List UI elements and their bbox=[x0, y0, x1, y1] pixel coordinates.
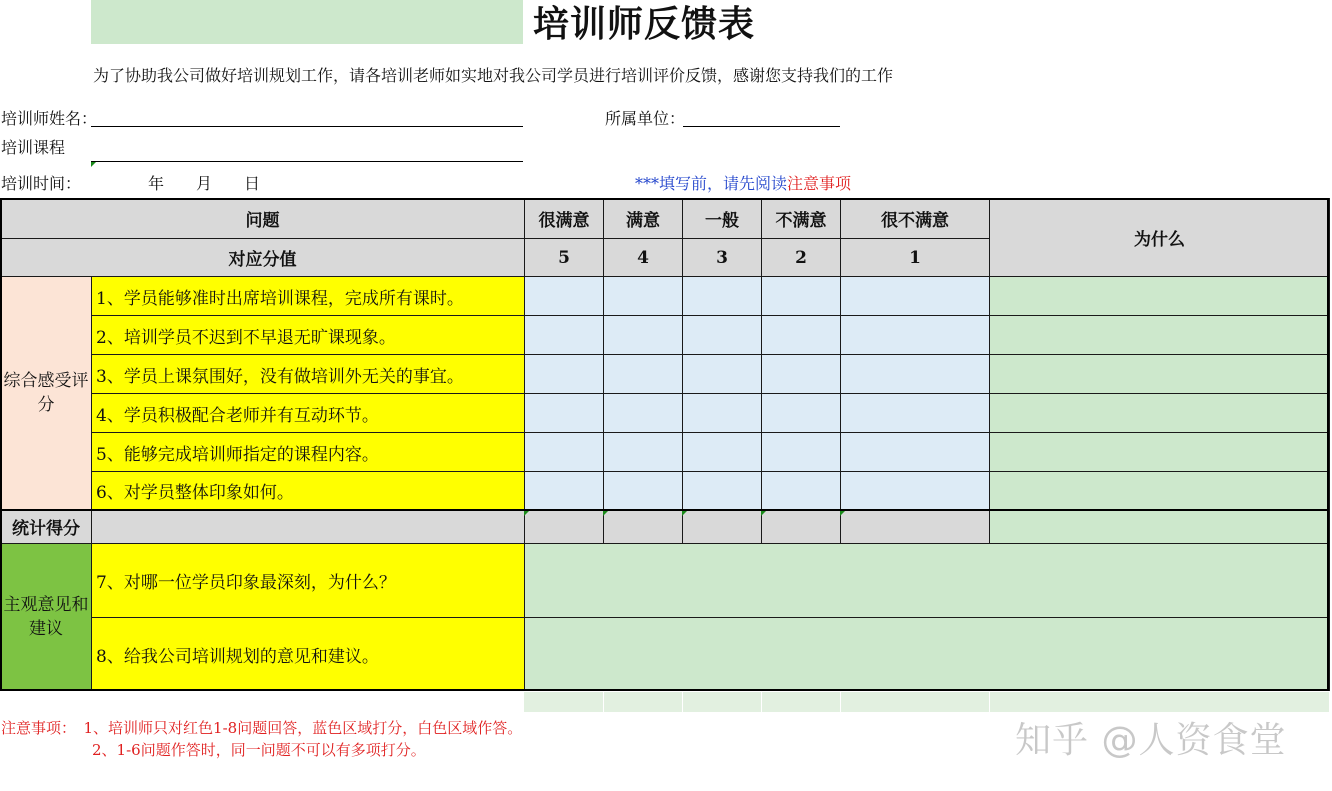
header-score: 对应分值 bbox=[1, 239, 525, 277]
watermark: 知乎 @人资食堂 bbox=[1015, 720, 1287, 761]
score-cell[interactable] bbox=[525, 355, 604, 394]
stat-score-cell[interactable] bbox=[841, 510, 990, 544]
stat-score-cell[interactable] bbox=[525, 510, 604, 544]
open-question-cell: 7、对哪一位学员印象最深刻，为什么？ bbox=[92, 544, 525, 618]
stat-question-cell bbox=[92, 510, 525, 544]
score-cell[interactable] bbox=[841, 355, 990, 394]
why-cell[interactable] bbox=[990, 472, 1330, 510]
cell-marker bbox=[761, 511, 766, 516]
header-question: 问题 bbox=[1, 199, 525, 239]
header-rating: 一般 bbox=[683, 199, 762, 239]
score-cell[interactable] bbox=[762, 277, 841, 316]
note-line-1: 注意事项： 1、培训师只对红色1-8问题回答，蓝色区域打分，白色区域作答。 bbox=[1, 719, 523, 737]
score-cell[interactable] bbox=[841, 394, 990, 433]
score-cell[interactable] bbox=[683, 277, 762, 316]
header-rating: 很不满意 bbox=[841, 199, 990, 239]
score-cell[interactable] bbox=[604, 433, 683, 472]
cell-marker bbox=[840, 511, 845, 516]
date-field[interactable]: 年 月 日 bbox=[148, 174, 261, 193]
header-rating: 很满意 bbox=[525, 199, 604, 239]
score-cell[interactable] bbox=[604, 394, 683, 433]
score-value: 5 bbox=[525, 239, 604, 277]
score-cell[interactable] bbox=[762, 394, 841, 433]
header-rating: 满意 bbox=[604, 199, 683, 239]
score-cell[interactable] bbox=[762, 472, 841, 510]
feedback-table bbox=[0, 198, 1330, 691]
question-cell: 3、学员上课氛围好，没有做培训外无关的事宜。 bbox=[92, 355, 525, 394]
title-band bbox=[91, 0, 523, 44]
stat-why-cell[interactable] bbox=[990, 510, 1330, 544]
note-line-2: 2、1-6问题作答时，同一问题不可以有多项打分。 bbox=[92, 741, 426, 759]
score-cell[interactable] bbox=[683, 355, 762, 394]
score-cell[interactable] bbox=[841, 472, 990, 510]
stat-score-cell[interactable] bbox=[762, 510, 841, 544]
open-question-cell: 8、给我公司培训规划的意见和建议。 bbox=[92, 618, 525, 691]
page-title: 培训师反馈表 bbox=[533, 3, 756, 45]
course-label: 培训课程 bbox=[1, 138, 66, 157]
score-cell[interactable] bbox=[762, 316, 841, 355]
question-cell: 4、学员积极配合老师并有互动环节。 bbox=[92, 394, 525, 433]
intro-text: 为了协助我公司做好培训规划工作，请各培训老师如实地对我公司学员进行培训评价反馈，感谢您支持我们的工作 bbox=[93, 66, 894, 85]
trainer-name-field[interactable] bbox=[91, 126, 523, 127]
score-cell[interactable] bbox=[683, 394, 762, 433]
score-value: 4 bbox=[604, 239, 683, 277]
header-why: 为什么 bbox=[990, 199, 1330, 277]
notice-text bbox=[635, 171, 851, 194]
cell-marker bbox=[91, 162, 96, 167]
score-cell[interactable] bbox=[762, 355, 841, 394]
unit-label: 所属单位： bbox=[605, 109, 686, 128]
score-cell[interactable] bbox=[683, 472, 762, 510]
score-cell[interactable] bbox=[683, 316, 762, 355]
category-overall: 综合感受评分 bbox=[1, 277, 92, 510]
score-cell[interactable] bbox=[683, 433, 762, 472]
why-cell[interactable] bbox=[990, 316, 1330, 355]
stat-score-cell[interactable] bbox=[683, 510, 762, 544]
category-opinion: 主观意见和建议 bbox=[1, 544, 92, 691]
score-cell[interactable] bbox=[604, 355, 683, 394]
stat-divider bbox=[0, 509, 1329, 511]
stat-score-cell[interactable] bbox=[604, 510, 683, 544]
question-cell: 1、学员能够准时出席培训课程，完成所有课时。 bbox=[92, 277, 525, 316]
why-cell[interactable] bbox=[990, 277, 1330, 316]
trainer-name-label: 培训师姓名： bbox=[1, 109, 98, 128]
score-cell[interactable] bbox=[762, 433, 841, 472]
score-cell[interactable] bbox=[604, 472, 683, 510]
question-cell: 5、能够完成培训师指定的课程内容。 bbox=[92, 433, 525, 472]
time-label: 培训时间： bbox=[1, 174, 82, 193]
why-cell[interactable] bbox=[990, 394, 1330, 433]
score-cell[interactable] bbox=[525, 316, 604, 355]
score-cell[interactable] bbox=[841, 433, 990, 472]
unit-field[interactable] bbox=[683, 126, 840, 127]
score-cell[interactable] bbox=[525, 472, 604, 510]
score-cell[interactable] bbox=[525, 433, 604, 472]
score-cell[interactable] bbox=[604, 277, 683, 316]
stat-label: 统计得分 bbox=[1, 510, 92, 544]
spill-row bbox=[524, 692, 1329, 712]
score-cell[interactable] bbox=[525, 277, 604, 316]
score-cell[interactable] bbox=[525, 394, 604, 433]
answer-cell[interactable] bbox=[525, 544, 1330, 618]
question-cell: 2、培训学员不迟到不早退无旷课现象。 bbox=[92, 316, 525, 355]
header-rating: 不满意 bbox=[762, 199, 841, 239]
notice-highlight: 注意事项 bbox=[787, 174, 852, 193]
score-value: 2 bbox=[762, 239, 841, 277]
cell-marker bbox=[603, 511, 608, 516]
course-field[interactable] bbox=[91, 161, 523, 162]
notice-prefix: ***填写前，请先阅读 bbox=[635, 174, 788, 193]
score-cell[interactable] bbox=[841, 316, 990, 355]
score-cell[interactable] bbox=[604, 316, 683, 355]
why-cell[interactable] bbox=[990, 433, 1330, 472]
question-cell: 6、对学员整体印象如何。 bbox=[92, 472, 525, 510]
cell-marker bbox=[682, 511, 687, 516]
answer-cell[interactable] bbox=[525, 618, 1330, 691]
score-cell[interactable] bbox=[841, 277, 990, 316]
score-value: 3 bbox=[683, 239, 762, 277]
why-cell[interactable] bbox=[990, 355, 1330, 394]
cell-marker bbox=[524, 511, 529, 516]
score-value: 1 bbox=[841, 239, 990, 277]
